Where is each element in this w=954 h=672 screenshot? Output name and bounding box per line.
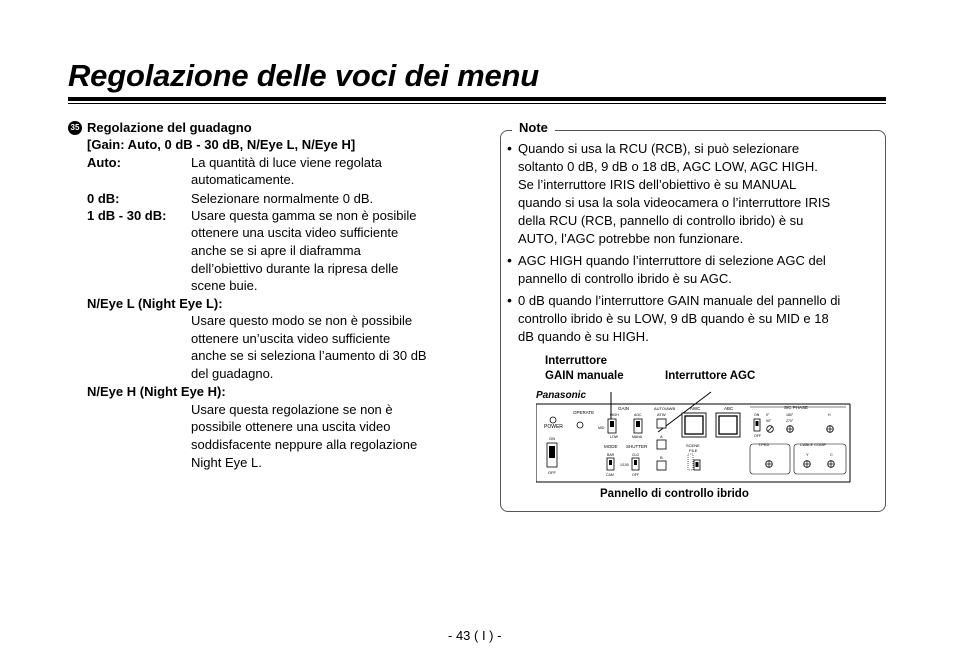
- shutter-label: SHUTTER: [626, 444, 648, 449]
- sc-on-label: ON: [754, 413, 760, 417]
- section-subheading: [Gain: Auto, 0 dB - 30 dB, N/Eye L, N/Eye H]: [87, 137, 356, 152]
- desc-range-line: anche se si apre il diaframma: [191, 243, 361, 258]
- desc-range-line: scene buie.: [191, 278, 258, 293]
- note-line: quando si usa la sola videocamera o l’interruttore IRIS: [518, 195, 831, 210]
- cld-label: CLD: [632, 453, 640, 457]
- deg0-label: 0°: [766, 413, 770, 417]
- page-title: Regolazione delle voci dei menu: [68, 58, 539, 93]
- tped-label: T.PED: [758, 442, 770, 447]
- b-button: [657, 461, 666, 470]
- desc-neye-h-line: soddisfacente neppure alla regolazione: [191, 437, 418, 452]
- desc-range-line: Usare questa gamma se non è posibile: [191, 208, 417, 223]
- note-line: AUTO, l’AGC potrebbe non funzionare.: [518, 231, 744, 246]
- page-number: - 43 ( I ) -: [448, 628, 502, 643]
- note-line: controllo ibrido è su LOW, 9 dB quando è su MID e 18: [518, 311, 829, 326]
- gain-switch-lever: [610, 421, 614, 427]
- desc-neye-h-line: possibile ottenere una uscita video: [191, 419, 391, 434]
- power-on-label: ON: [549, 436, 555, 441]
- power-label: POWER: [544, 424, 563, 430]
- gain-low-label: LOW: [610, 435, 618, 439]
- gain-mid-label: MID: [598, 426, 605, 430]
- deg270-label: 270°: [786, 419, 794, 423]
- title-rule-thin: [68, 103, 886, 104]
- a-label: A: [660, 434, 663, 439]
- note-line: Se l’interruttore IRIS dell’obiettivo è su MANUAL: [518, 177, 797, 192]
- term-neye-h: N/Eye H (Night Eye H):: [87, 384, 226, 399]
- deg90-label: 90°: [766, 419, 772, 423]
- desc-neye-l-line: Usare questo modo se non è possibile: [191, 313, 413, 328]
- power-switch-lever: [549, 446, 555, 458]
- note-line: AGC HIGH quando l’interruttore di selezione AGC del: [518, 253, 826, 268]
- gain-label: GAIN: [618, 406, 630, 411]
- shutter-off-label: OFF: [632, 473, 639, 477]
- hybrid-control-panel-illustration: [536, 386, 856, 486]
- title-rule: [68, 97, 886, 101]
- autoawb-label: AUTO/AWB: [654, 406, 676, 411]
- desc-neye-h-line: Usare questa regolazione se non è: [191, 402, 393, 417]
- desc-neye-l-line: del guadagno.: [191, 366, 274, 381]
- manu-label: MANU: [632, 435, 643, 439]
- scene-label: SCENE: [686, 443, 700, 448]
- file-label: FILE: [689, 448, 698, 453]
- callout-gain-label: Interruttore: [545, 355, 607, 367]
- callout-agc-label: Interruttore AGC: [665, 370, 756, 382]
- desc-auto-line: automaticamente.: [191, 172, 295, 187]
- abc-label: ABC: [724, 406, 734, 411]
- y-label: Y: [806, 452, 809, 457]
- note-bullet: •: [507, 140, 512, 156]
- note-bullet: •: [507, 252, 512, 268]
- mode-label: MODE: [604, 444, 618, 449]
- h-label: H: [828, 413, 831, 417]
- note-bullet: •: [507, 292, 512, 308]
- gain-high-label: HIGH: [610, 413, 619, 417]
- agc-label: AGC: [634, 413, 642, 417]
- sc-off-label: OFF: [754, 434, 761, 438]
- desc-neye-l-line: anche se si seleziona l’aumento di 30 dB: [191, 348, 427, 363]
- note-line: Quando si usa la RCU (RCB), si può selezionare: [518, 141, 800, 156]
- note-line: dB quando è su HIGH.: [518, 329, 649, 344]
- callout-gain-label: GAIN manuale: [545, 370, 624, 382]
- note-line: della RCU (RCB, pannello di controllo ibrido) è su: [518, 213, 804, 228]
- b-label: B: [660, 455, 663, 460]
- figure-caption: Pannello di controllo ibrido: [600, 488, 749, 500]
- bar-label: BAR: [607, 453, 615, 457]
- term-0db: 0 dB:: [87, 191, 120, 206]
- desc-neye-h-line: Night Eye L.: [191, 455, 262, 470]
- awc-label: AWC: [690, 406, 701, 411]
- item-number-badge: 35: [68, 121, 82, 135]
- atw-button: [657, 419, 666, 428]
- desc-neye-l-line: ottenere un’uscita video sufficiente: [191, 331, 391, 346]
- note-line: soltanto 0 dB, 9 dB o 18 dB, AGC LOW, AGC HIGH.: [518, 159, 818, 174]
- atw-label: ATW: [657, 412, 666, 417]
- agc-switch-lever: [636, 421, 640, 427]
- a-button: [657, 440, 666, 449]
- brand-logo: Panasonic: [536, 390, 587, 401]
- deg180-label: 180°: [786, 413, 794, 417]
- desc-range-line: ottenere una uscita video sufficiente: [191, 225, 399, 240]
- term-range: 1 dB - 30 dB:: [87, 208, 167, 223]
- c-label: C: [830, 452, 833, 457]
- power-led-icon: [550, 417, 556, 423]
- term-auto: Auto:: [87, 155, 121, 170]
- operate-label: OPERATE: [573, 410, 595, 415]
- power-off-label: OFF: [548, 470, 556, 475]
- note-line: pannello di controllo ibrido è su AGC.: [518, 271, 732, 286]
- term-neye-l: N/Eye L (Night Eye L):: [87, 296, 223, 311]
- desc-range-line: dell’obiettivo durante la ripresa delle: [191, 261, 399, 276]
- note-title: Note: [512, 119, 555, 136]
- operate-led-icon: [577, 422, 583, 428]
- note-line: 0 dB quando l’interruttore GAIN manuale del pannello di: [518, 293, 841, 308]
- section-heading: Regolazione del guadagno: [87, 120, 252, 135]
- sc-phase-label: S/C PHASE: [784, 405, 809, 410]
- cable-comp-label: CABLE COMP: [800, 442, 827, 447]
- desc-auto-line: La quantità di luce viene regolata: [191, 155, 382, 170]
- shutter-value-label: 1/100: [620, 463, 629, 467]
- cam-label: CAM: [606, 473, 614, 477]
- desc-0db-line: Selezionare normalmente 0 dB.: [191, 191, 374, 206]
